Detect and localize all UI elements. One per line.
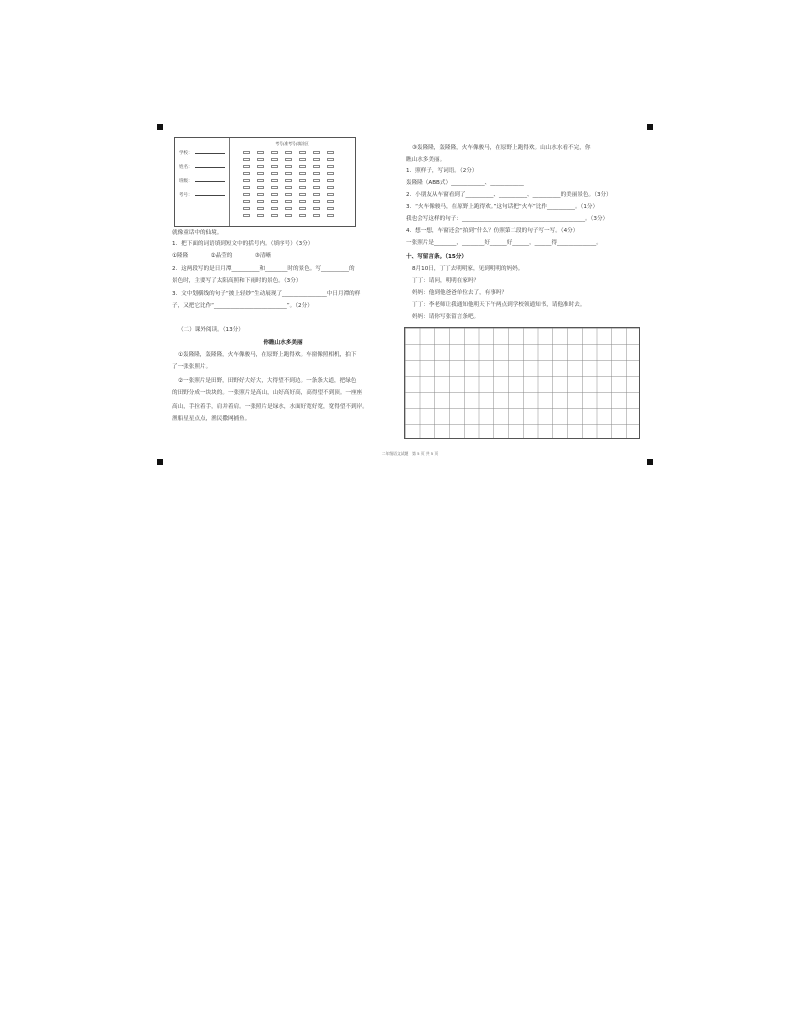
- registration-mark-bottom-left: [157, 459, 163, 465]
- exam-number-bubble[interactable]: [299, 179, 306, 182]
- exam-number-bubble[interactable]: [285, 151, 292, 154]
- right-question-3: 3．“火车像骏马，在原野上跑得欢。”这句话把“火车”比作__________。（1分）: [406, 204, 599, 210]
- exam-number-bubble[interactable]: [299, 186, 306, 189]
- left-question-2-cont: 景色时，主要写了太阳高照和下雨时的景色。（3分）: [172, 278, 302, 284]
- exam-number-bubble[interactable]: [299, 214, 306, 217]
- passage-line: ②一张照片是田野，田野好大好大，大得望不到边。一条条大道，把绿色: [178, 378, 357, 384]
- registration-mark-top-left: [157, 124, 163, 130]
- exam-number-bubble[interactable]: [313, 158, 320, 161]
- exam-number-bubble[interactable]: [243, 165, 250, 168]
- exam-number-bubble[interactable]: [285, 158, 292, 161]
- left-question-2: 2．这两段写的是日月潭__________和________时的景色。写__________的: [172, 266, 355, 272]
- exam-number-bubble[interactable]: [313, 179, 320, 182]
- exam-number-bubble[interactable]: [271, 158, 278, 161]
- exam-number-bubble[interactable]: [285, 193, 292, 196]
- info-field-exam-number: 考号：: [179, 191, 225, 198]
- exam-number-bubble[interactable]: [243, 214, 250, 217]
- exam-number-bubble[interactable]: [327, 193, 334, 196]
- exam-number-bubble[interactable]: [243, 151, 250, 154]
- exam-number-bubble[interactable]: [313, 193, 320, 196]
- exam-number-bubble[interactable]: [299, 165, 306, 168]
- exam-number-bubble[interactable]: [257, 179, 264, 182]
- registration-mark-bottom-right: [647, 459, 653, 465]
- exam-number-bubble[interactable]: [285, 207, 292, 210]
- dialogue-line: 丁丁：李老师让我通知他明天下午两点到学校领通知书，请他准时去。: [412, 302, 586, 308]
- passage-title: 你瞧山水多美丽: [263, 340, 303, 346]
- exam-number-bubble[interactable]: [243, 186, 250, 189]
- right-passage-line: ③轰隆隆，轰隆隆，火车像骏马，在原野上跑得欢。山山水水看不完，你: [412, 145, 591, 151]
- exam-number-bubble[interactable]: [243, 193, 250, 196]
- right-question-4-answer: 一张照片是________，________好______好______，______得______________。: [406, 240, 602, 246]
- exam-number-bubble[interactable]: [243, 200, 250, 203]
- exam-number-bubble[interactable]: [285, 214, 292, 217]
- exam-number-bubble[interactable]: [271, 207, 278, 210]
- exam-number-bubble[interactable]: [271, 200, 278, 203]
- exam-number-bubble[interactable]: [257, 186, 264, 189]
- left-question-3: 3．文中划横线的句子“披上轻纱”生动展现了________________中日月潭的样: [172, 291, 361, 297]
- exam-number-bubble[interactable]: [243, 158, 250, 161]
- dialogue-line: 8月10日，丁丁去明明家，见到明明的妈妈。: [412, 266, 524, 272]
- passage-line: ①轰隆隆，轰隆隆，火车像骏马，在原野上跑得欢。车窗像照相机，拍下: [178, 352, 357, 358]
- exam-number-bubble[interactable]: [257, 165, 264, 168]
- exam-number-bubble[interactable]: [299, 172, 306, 175]
- exam-number-bubble[interactable]: [313, 151, 320, 154]
- exam-number-bubble[interactable]: [257, 172, 264, 175]
- page-footer: 二年级语文试题 第 5 页 共 5 页: [381, 451, 439, 456]
- right-question-1-answer: 轰隆隆（ABB式）____________、____________: [406, 180, 524, 186]
- exam-number-bubble[interactable]: [299, 151, 306, 154]
- exam-number-bubble[interactable]: [257, 151, 264, 154]
- dialogue-line: 丁丁：请问，明明在家吗？: [412, 278, 480, 284]
- exam-number-bubble[interactable]: [271, 214, 278, 217]
- right-question-4: 4．想一想，车窗还会“拍到”什么？仿照第二段的句子写一写。（4分）: [406, 228, 579, 234]
- exam-number-bubble[interactable]: [299, 200, 306, 203]
- dialogue-line: 妈妈：他到他爸爸单位去了，有事吗？: [412, 290, 508, 296]
- exam-number-bubble[interactable]: [299, 207, 306, 210]
- exam-number-bubble[interactable]: [285, 179, 292, 182]
- exam-number-bubble[interactable]: [257, 214, 264, 217]
- left-question-3-cont: 子，又把它比作“__________________________”。（2分）: [172, 303, 313, 309]
- exam-number-bubble[interactable]: [257, 158, 264, 161]
- passage-line: 的田野分成一块块的。一张照片是高山，山好高好高，高得望不到顶。一座座: [172, 390, 363, 396]
- exam-number-bubble[interactable]: [313, 207, 320, 210]
- exam-number-bubble[interactable]: [243, 179, 250, 182]
- exam-number-bubble[interactable]: [299, 193, 306, 196]
- right-question-3-cont: 我也会写这样的句子：____________________________________________。（3分）: [406, 216, 609, 222]
- student-info-box: [174, 137, 356, 227]
- exam-number-bubble-grid: [243, 151, 336, 217]
- passage-line: 了一张张照片。: [172, 364, 212, 370]
- exam-number-bubble[interactable]: [327, 179, 334, 182]
- info-field-school: 学校：: [179, 149, 225, 156]
- exam-number-bubble[interactable]: [243, 207, 250, 210]
- exam-number-bubble[interactable]: [243, 172, 250, 175]
- section-10-title: 十、写留言条。（15分）: [406, 254, 467, 260]
- right-question-2: 2．小朋友从车窗看到了__________、__________、__________的美丽景色。（3分）: [406, 192, 612, 198]
- exam-number-bubble[interactable]: [313, 172, 320, 175]
- exam-number-bubble[interactable]: [257, 207, 264, 210]
- exam-number-bubble[interactable]: [313, 165, 320, 168]
- exam-number-bubble[interactable]: [271, 186, 278, 189]
- writing-grid[interactable]: [404, 327, 640, 439]
- exam-number-bubble[interactable]: [285, 172, 292, 175]
- exam-number-bubble[interactable]: [313, 186, 320, 189]
- exam-number-bubble[interactable]: [271, 179, 278, 182]
- dialogue-line: 妈妈：请你写张留言条吧。: [412, 314, 480, 320]
- exam-number-bubble[interactable]: [327, 186, 334, 189]
- exam-number-bubble[interactable]: [299, 158, 306, 161]
- passage-line: 高山，手拉着手，肩并着肩。一张照片是绿水，水面好宽好宽，宽得望不到岸。: [172, 404, 368, 410]
- exam-number-bubble[interactable]: [271, 151, 278, 154]
- left-text-line: 就像童话中的仙境。: [172, 230, 223, 236]
- exam-number-bubble[interactable]: [271, 172, 278, 175]
- exam-number-bubble[interactable]: [285, 165, 292, 168]
- exam-number-bubble[interactable]: [327, 172, 334, 175]
- right-passage-line: 瞧山水多美丽。: [406, 157, 446, 163]
- exam-number-bubble[interactable]: [313, 200, 320, 203]
- exam-number-bubble[interactable]: [327, 165, 334, 168]
- left-question-1: 1．把下面的词语填到短文中的括号内。（填序号）（3分）: [172, 241, 314, 247]
- section-2-title: （二）课外阅读。（13分）: [178, 327, 244, 333]
- exam-number-bubble[interactable]: [285, 200, 292, 203]
- exam-number-bubble[interactable]: [257, 193, 264, 196]
- info-box-divider: [229, 138, 230, 226]
- right-question-1: 1．照样子，写词语。（2分）: [406, 168, 478, 174]
- exam-number-bubble[interactable]: [313, 214, 320, 217]
- info-field-class: 班级：: [179, 177, 225, 184]
- registration-mark-top-right: [647, 124, 653, 130]
- exam-number-bubble[interactable]: [327, 214, 334, 217]
- info-field-name: 姓名：: [179, 163, 225, 170]
- left-question-1-options: ①隆隆 ②晶莹的 ③清晰: [172, 253, 271, 259]
- exam-number-bubble[interactable]: [271, 165, 278, 168]
- passage-line: 渔船星星点点，渔民撒网捕鱼。: [172, 416, 251, 422]
- exam-number-bubble[interactable]: [271, 193, 278, 196]
- exam-number-bubble[interactable]: [257, 200, 264, 203]
- exam-number-grid-title: 考号(准考号)填涂区: [275, 141, 309, 146]
- exam-number-bubble[interactable]: [327, 200, 334, 203]
- exam-number-bubble[interactable]: [285, 186, 292, 189]
- exam-number-bubble[interactable]: [327, 151, 334, 154]
- exam-number-bubble[interactable]: [327, 158, 334, 161]
- exam-number-bubble[interactable]: [327, 207, 334, 210]
